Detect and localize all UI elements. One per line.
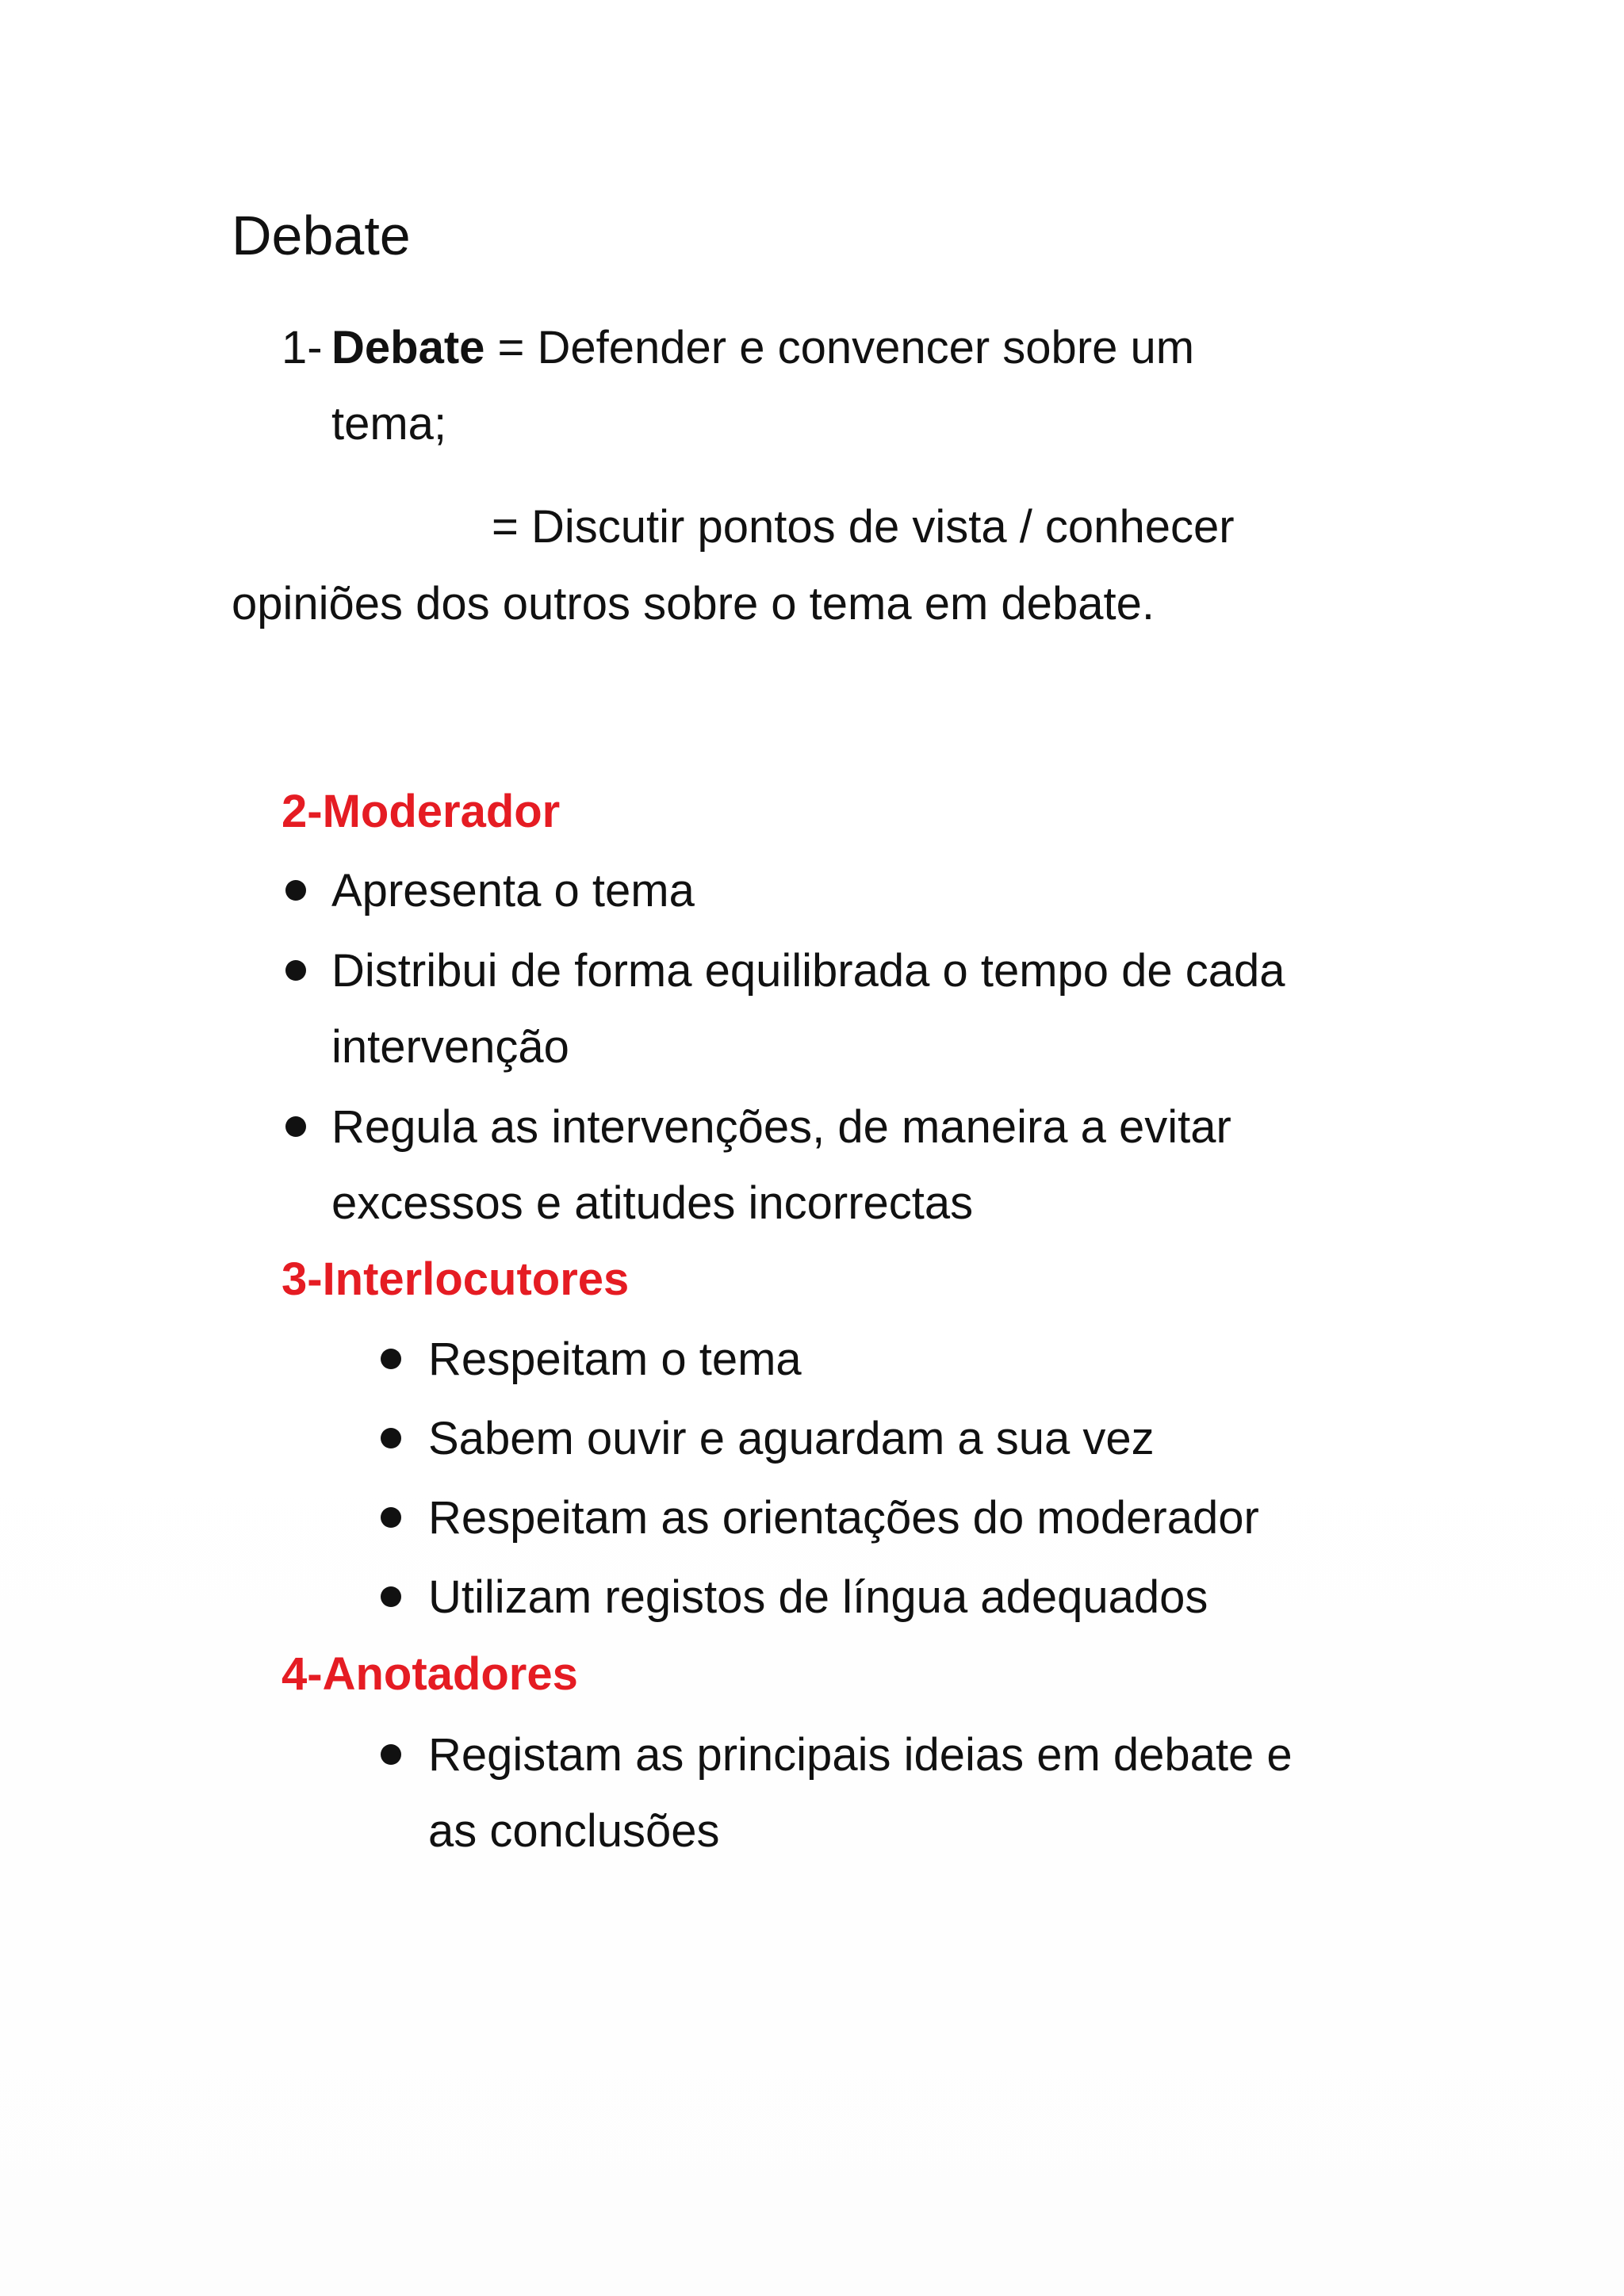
bullet-icon	[381, 1349, 401, 1369]
section4-heading: 4-Anotadores	[282, 1648, 578, 1700]
list-item: Respeitam o tema	[428, 1334, 802, 1385]
section1-number: 1-	[282, 322, 323, 373]
list-item-continuation: as conclusões	[428, 1805, 720, 1857]
section1-def1-line1: = Defender e convencer sobre um	[485, 322, 1195, 373]
list-item: Regula as intervenções, de maneira a evitar	[331, 1101, 1231, 1153]
list-item: Sabem ouvir e aguardam a sua vez	[428, 1413, 1155, 1464]
section1-def2-line2: opiniões dos outros sobre o tema em debate.	[232, 578, 1155, 629]
bullet-icon	[285, 1116, 306, 1137]
bullet-icon	[381, 1744, 401, 1765]
list-item: Registam as principais ideias em debate e	[428, 1729, 1293, 1781]
bullet-icon	[381, 1586, 401, 1607]
page-title: Debate	[232, 205, 411, 266]
list-item: Apresenta o tema	[331, 865, 695, 916]
list-item: Respeitam as orientações do moderador	[428, 1492, 1259, 1544]
list-item: Distribui de forma equilibrada o tempo de cada	[331, 945, 1285, 997]
section1-term: Debate	[331, 322, 485, 373]
bullet-icon	[381, 1507, 401, 1528]
list-item: Utilizam registos de língua adequados	[428, 1571, 1208, 1623]
bullet-icon	[285, 880, 306, 901]
section3-heading: 3-Interlocutores	[282, 1253, 630, 1305]
section2-heading: 2-Moderador	[282, 786, 561, 837]
bullet-icon	[285, 960, 306, 981]
section1-def1-line2: tema;	[331, 398, 447, 450]
bullet-icon	[381, 1428, 401, 1448]
section1-definition-line	[331, 322, 1195, 373]
list-item-continuation: excessos e atitudes incorrectas	[331, 1177, 974, 1229]
list-item-continuation: intervenção	[331, 1021, 569, 1073]
section1-def2-line1: = Discutir pontos de vista / conhecer	[492, 501, 1235, 553]
